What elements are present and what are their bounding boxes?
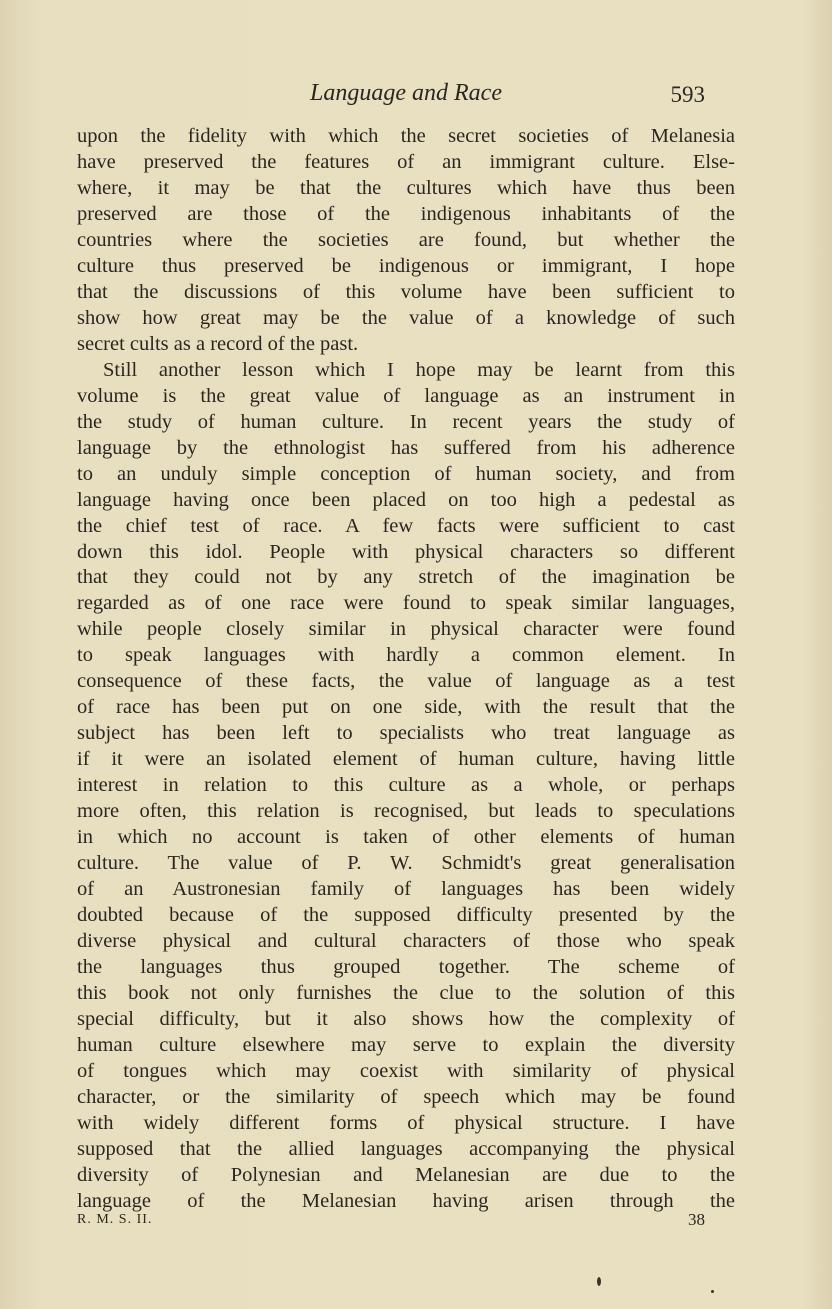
text-line: preserved are those of the indigenous inhabitants of the [77, 202, 735, 225]
text-line: have preserved the features of an immigrant culture. Else- [77, 150, 735, 173]
text-line: language of the Melanesian having arisen through the [77, 1189, 735, 1212]
text-line: culture. The value of P. W. Schmidt's great generalisation [77, 852, 735, 875]
text-line: regarded as of one race were found to speak similar languages, [77, 592, 735, 615]
text-line: that the discussions of this volume have been sufficient to [77, 280, 735, 303]
text-line: down this idol. People with physical characters so different [77, 540, 735, 563]
running-title: Language and Race [310, 80, 502, 106]
text-line: to an unduly simple conception of human society, and from [77, 462, 735, 485]
signature-mark: R. M. S. II. [77, 1212, 153, 1227]
text-line: consequence of these facts, the value of language as a test [77, 670, 735, 693]
text-line: interest in relation to this culture as a whole, or perhaps [77, 774, 735, 797]
text-line: supposed that the allied languages accompanying the physical [77, 1137, 735, 1160]
text-line: to speak languages with hardly a common element. In [77, 644, 735, 667]
ink-speck [597, 1277, 601, 1286]
text-line: of an Austronesian family of languages has been widely [77, 878, 735, 901]
text-line: volume is the great value of language as an instrument in [77, 384, 735, 407]
body-text [77, 124, 735, 1215]
text-line: the chief test of race. A few facts were sufficient to cast [77, 514, 735, 537]
text-line: of race has been put on one side, with the result that the [77, 696, 735, 719]
text-line: diverse physical and cultural characters of those who speak [77, 930, 735, 953]
text-line: of tongues which may coexist with similarity of physical [77, 1059, 735, 1082]
text-line: more often, this relation is recognised, but leads to speculations [77, 800, 735, 823]
text-line: with widely different forms of physical structure. I have [77, 1111, 735, 1134]
text-line: language having once been placed on too high a pedestal as [77, 488, 735, 511]
text-line: if it were an isolated element of human culture, having little [77, 748, 735, 771]
text-line: this book not only furnishes the clue to the solution of this [77, 981, 735, 1004]
text-line: the study of human culture. In recent years the study of [77, 410, 735, 433]
text-line: Still another lesson which I hope may be learnt from this [103, 358, 735, 381]
text-line: secret cults as a record of the past. [77, 332, 359, 355]
text-line: in which no account is taken of other elements of human [77, 826, 735, 849]
text-line: culture thus preserved be indigenous or immigrant, I hope [77, 254, 735, 277]
text-line: while people closely similar in physical character were found [77, 618, 735, 641]
running-header [77, 80, 735, 114]
page-number: 593 [670, 82, 705, 107]
ink-speck [711, 1290, 714, 1293]
text-line: doubted because of the supposed difficulty presented by the [77, 904, 735, 927]
text-line: language by the ethnologist has suffered from his adherence [77, 436, 735, 459]
text-line: countries where the societies are found, but whether the [77, 228, 735, 251]
text-line: special difficulty, but it also shows how the complexity of [77, 1007, 735, 1030]
text-line: character, or the similarity of speech which may be found [77, 1085, 735, 1108]
text-line: diversity of Polynesian and Melanesian are due to the [77, 1163, 735, 1186]
text-line: show how great may be the value of a knowledge of such [77, 306, 735, 329]
text-line: upon the fidelity with which the secret societies of Melanesia [77, 125, 735, 147]
text-line: where, it may be that the cultures which have thus been [77, 176, 735, 199]
sheet-number: 38 [688, 1210, 705, 1229]
text-line: subject has been left to specialists who treat language as [77, 722, 735, 745]
text-line: that they could not by any stretch of the imagination be [77, 566, 735, 589]
text-line: human culture elsewhere may serve to explain the diversity [77, 1033, 735, 1056]
text-line: the languages thus grouped together. The scheme of [77, 956, 735, 978]
